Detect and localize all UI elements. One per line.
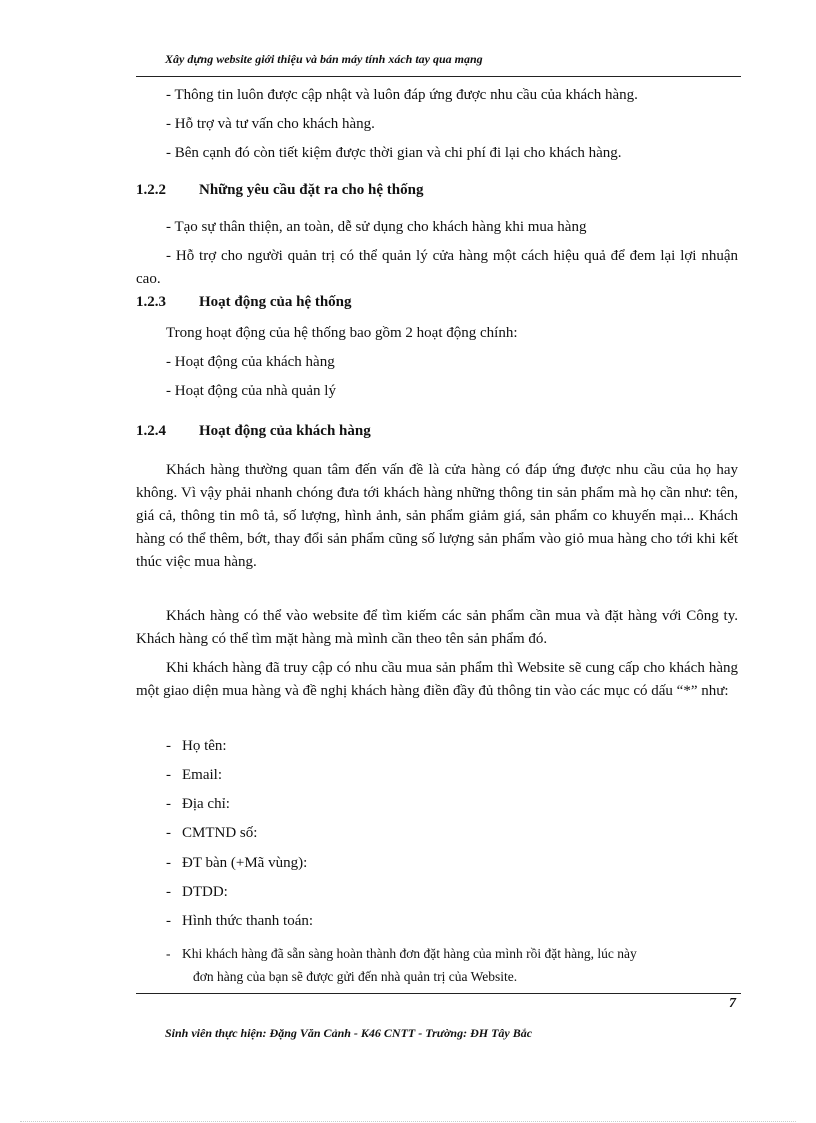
requirement-item-1: - Tạo sự thân thiện, an toàn, dễ sử dụng cho khách hàng khi mua hàng [166, 219, 587, 235]
customer-paragraph-2: Khách hàng có thể vào website để tìm kiếm các sản phẩm cần mua và đặt hàng với Công ty. Khách hàng có thể tìm mặt hàng mà mình cần theo tên sản phẩm đó. [136, 608, 738, 647]
page-number: 7 [729, 996, 736, 1011]
customer-paragraph-1: Khách hàng thường quan tâm đến vấn đề là cửa hàng có đáp ứng được nhu cầu của họ hay không. Vì vậy phải nhanh chóng đưa tới khách hàng những thông tin sản phẩm mà họ cần như: tên, giá cả, thông tin mô tả, số lượng, hình ảnh, sản phẩm giảm giá, sản phẩm co khuyến mại... Khách hàng có thể thêm, bớt, thay đổi sản phẩm cũng số lượng sản phẩm vào giỏ mua hàng cho tới khi kết thúc việc mua hàng. [136, 462, 738, 570]
running-header: Xây dựng website giới thiệu và bán máy tính xách tay qua mạng [165, 52, 483, 66]
section-title: Hoạt động của hệ thống [199, 294, 352, 310]
section-heading-1-2-3 [136, 294, 352, 311]
field-item: - DTDD: [166, 884, 228, 900]
activity-item-2: - Hoạt động của nhà quản lý [166, 383, 336, 399]
section-title: Những yêu cầu đặt ra cho hệ thống [199, 182, 424, 198]
final-note-line-1: - Khi khách hàng đã sẵn sàng hoàn thành đơn đặt hàng của mình rồi đặt hàng, lúc này [166, 946, 637, 961]
section-heading-1-2-4 [136, 423, 371, 440]
field-item: - Hình thức thanh toán: [166, 913, 314, 929]
field-item: - ĐT bàn (+Mã vùng): [166, 855, 308, 871]
field-item: - Địa chỉ: [166, 796, 230, 812]
intro-bullet-1: - Thông tin luôn được cập nhật và luôn đáp ứng được nhu cầu của khách hàng. [166, 87, 638, 103]
intro-bullet-2: - Hỗ trợ và tư vấn cho khách hàng. [166, 116, 375, 132]
field-item: - Họ tên: [166, 738, 227, 754]
final-note-line-2: đơn hàng của bạn sẽ được gửi đến nhà quản trị của Website. [193, 969, 518, 984]
section-number: 1.2.3 [136, 294, 166, 310]
field-item: - Email: [166, 767, 222, 783]
section-number: 1.2.4 [136, 423, 166, 439]
field-item: - CMTND số: [166, 825, 258, 841]
footer-rule [136, 993, 741, 994]
activity-item-1: - Hoạt động của khách hàng [166, 354, 335, 370]
customer-paragraph-3: Khi khách hàng đã truy cập có nhu cầu mua sản phẩm thì Website sẽ cung cấp cho khách hàng một giao diện mua hàng và đề nghị khách hàng điền đầy đủ thông tin vào các mục có dấu “*” như: [136, 660, 738, 699]
header-rule [136, 76, 741, 77]
intro-bullet-3: - Bên cạnh đó còn tiết kiệm được thời gian và chi phí đi lại cho khách hàng. [166, 145, 622, 161]
page-bottom-border [20, 1121, 796, 1122]
section-heading-1-2-2 [136, 182, 423, 199]
requirement-item-2: - Hỗ trợ cho người quản trị có thể quản lý cửa hàng một cách hiệu quả để đem lại lợi nhuận cao. [136, 248, 738, 287]
activity-intro: Trong hoạt động của hệ thống bao gồm 2 hoạt động chính: [166, 325, 518, 341]
section-title: Hoạt động của khách hàng [199, 423, 371, 439]
section-number: 1.2.2 [136, 182, 166, 198]
running-footer: Sinh viên thực hiện: Đặng Văn Cảnh - K46 CNTT - Trường: ĐH Tây Bắc [165, 1026, 533, 1040]
